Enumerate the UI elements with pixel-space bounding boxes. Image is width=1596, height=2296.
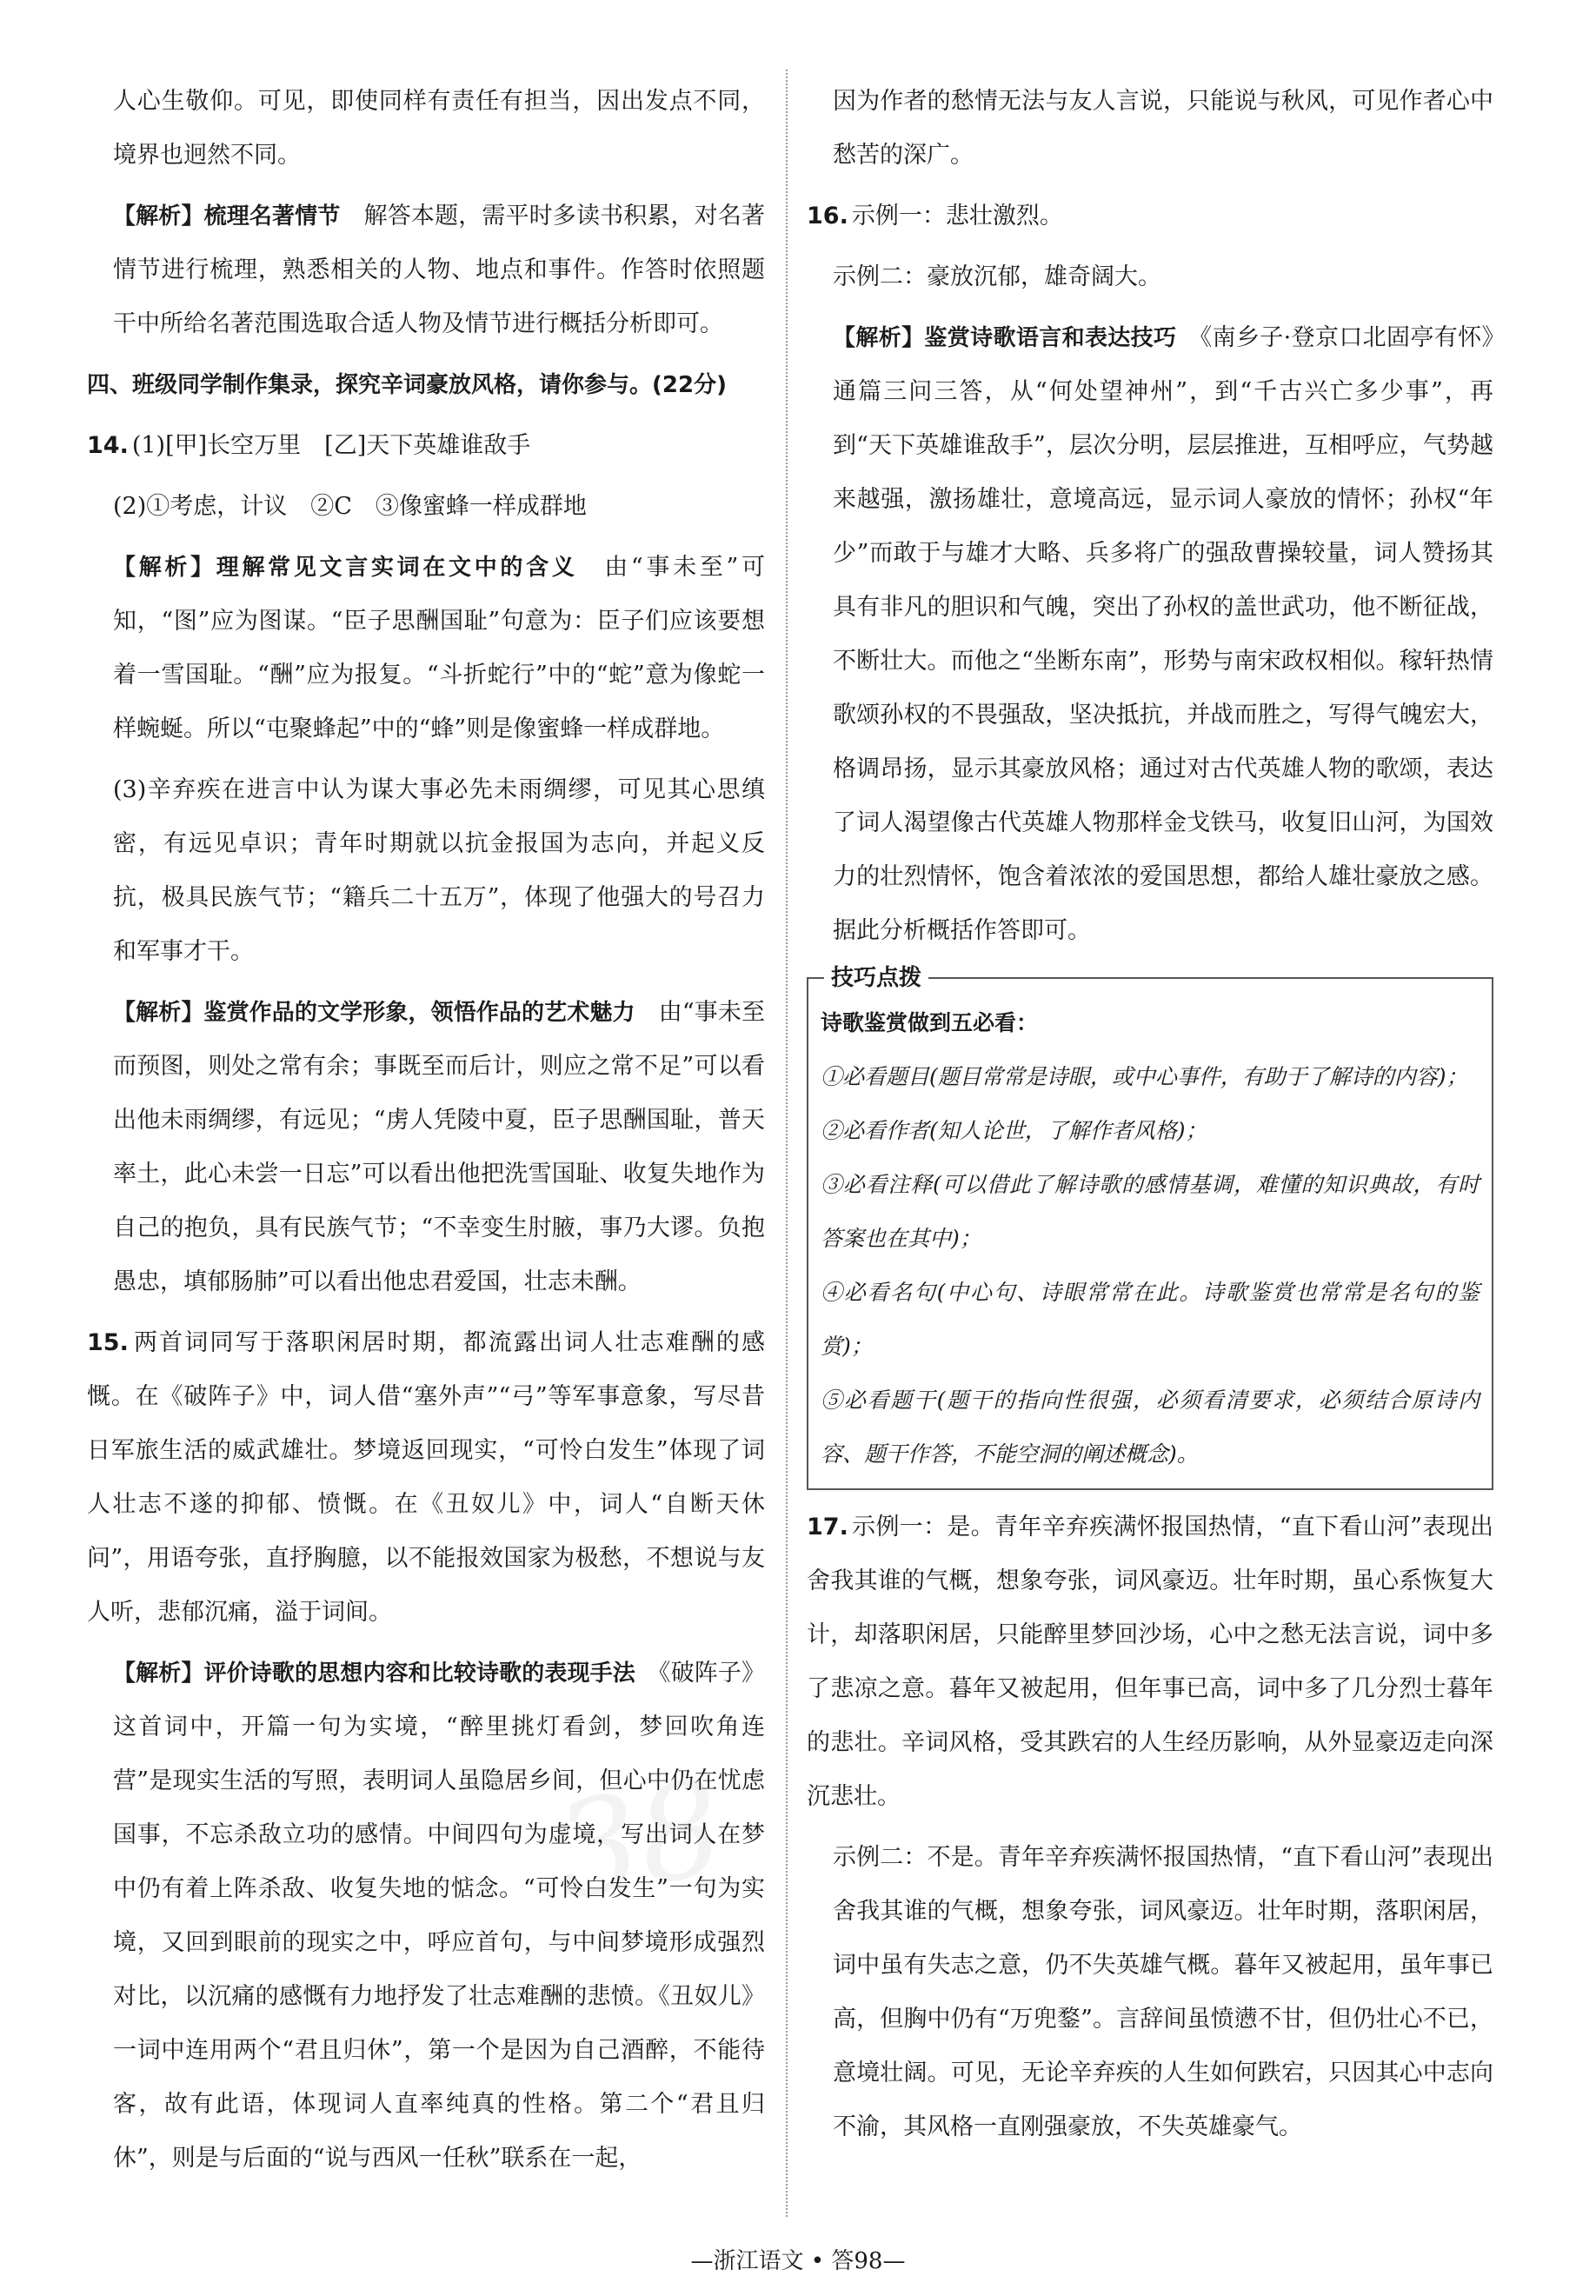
watermark-logo: 38 <box>544 1751 735 1930</box>
section-heading: 四、班级同学制作集录，探究辛词豪放风格，请你参与。(22分) <box>87 372 727 398</box>
analysis-label: 【解析】理解常见文言实词在文中的含义 <box>113 555 578 581</box>
analysis-block <box>807 311 1493 958</box>
tips-box <box>807 965 1493 1490</box>
answer-14-1: (1)[甲]长空万里 [乙]天下英雄谁敌手 <box>131 432 531 459</box>
analysis-block <box>87 190 765 351</box>
answer-14-2: (2)①考虑，计议 ②C ③像蜜蜂一样成群地 <box>113 493 587 520</box>
tip-item: ④必看名句(中心句、诗眼常常在此。诗歌鉴赏也常常是名句的鉴赏)； <box>821 1280 1480 1359</box>
tip-item: ③必看注释(可以借此了解诗歌的感情基调，难懂的知识典故，有时答案也在其中)； <box>821 1172 1480 1251</box>
tip-item: ①必看题目(题目常常是诗眼，或中心事件，有助于了解诗的内容)； <box>821 1064 1468 1089</box>
tips-heading: 诗歌鉴赏做到五必看： <box>821 1010 1039 1035</box>
analysis-text: 《破阵子》这首词中，开篇一句为实境，“醉里挑灯看剑，梦回吹角连营”是现实生活的写照，表明词人虽隐居乡间，但心中仍在忧虑国事，不忘杀敌立功的感情。中间四句为虚境，写出词人在梦中仍有着上阵杀敌、收复失地的惦念。“可怜白发生”一句为实境，又回到眼前的现实之中，呼应首句，与中间梦境形成强烈对比，以沉痛的感慨有力地抒发了壮志难酬的悲愤。《丑奴儿》一词中连用两个“君且归休”，第一个是因为自己酒醉，不能待客，故有此语，体现词人直率纯真的性格。第二个“君且归休”，则是与后面的“说与西风一任秋”联系在一起， <box>113 1660 765 2172</box>
question-15 <box>87 1316 765 1640</box>
tips-title: 技巧点拨 <box>824 962 928 995</box>
left-continuation-text: 人心生敬仰。可见，即使同样有责任有担当，因出发点不同，境界也迥然不同。 <box>113 88 765 169</box>
question-number: 15. <box>87 1329 129 1356</box>
answer-16-example-1: 示例一：悲壮激烈。 <box>851 203 1063 230</box>
answer-17-example-1: 示例一：是。青年辛弃疾满怀报国热情，“直下看山河”表现出舍我其谁的气概，想象夸张，词风豪迈。壮年时期，虽心系恢复大计，却落职闲居，只能醉里梦回沙场，心中之愁无法言说，词中多了悲凉之意。暮年又被起用，但年事已高，词中多了几分烈士暮年的悲壮。辛词风格，受其跌宕的人生经历影响，从外显豪迈走向深沉悲壮。 <box>807 1514 1493 1810</box>
answer-16-example-2: 示例二：豪放沉郁，雄奇阔大。 <box>833 263 1161 290</box>
analysis-text: 解答本题，需平时多读书积累，对名著情节进行梳理，熟悉相关的人物、地点和事件。作答时依照题干中所给名著范围选取合适人物及情节进行概括分析即可。 <box>113 203 765 337</box>
answer-14-3: (3)辛弃疾在进言中认为谋大事必先未雨绸缪，可见其心思缜密，有远见卓识；青年时期就以抗金报国为志向，并起义反抗，极具民族气节；“籍兵二十五万”，体现了他强大的号召力和军事才干。 <box>113 776 765 965</box>
left-column <box>87 75 765 2193</box>
analysis-label: 【解析】鉴赏作品的文学形象，领悟作品的艺术魅力 <box>113 1000 635 1026</box>
tip-item: ⑤必看题干(题干的指向性很强，必须看清要求，必须结合原诗内容、题干作答，不能空洞的阐述概念)。 <box>821 1388 1480 1467</box>
column-divider <box>786 70 788 2217</box>
question-14 <box>87 419 765 473</box>
right-continuation-text: 因为作者的愁情无法与友人言说，只能说与秋风，可见作者心中愁苦的深广。 <box>833 88 1493 169</box>
question-number: 17. <box>807 1514 848 1541</box>
analysis-label: 【解析】梳理名著情节 <box>113 203 341 230</box>
right-column <box>807 75 1493 2161</box>
analysis-label: 【解析】评价诗歌的思想内容和比较诗歌的表现手法 <box>113 1660 635 1687</box>
analysis-block <box>87 1647 765 2186</box>
tip-item: ②必看作者(知人论世，了解作者风格)； <box>821 1118 1207 1143</box>
question-16 <box>807 190 1493 243</box>
analysis-block <box>87 541 765 756</box>
question-number: 14. <box>87 432 129 459</box>
answer-15: 两首词同写于落职闲居时期，都流露出词人壮志难酬的感慨。在《破阵子》中，词人借“塞外声”“弓”等军事意象，写尽昔日军旅生活的威武雄壮。梦境返回现实，“可怜白发生”体现了词人壮志不遂的抑郁、愤慨。在《丑奴儿》中，词人“自断天休问”，用语夸张，直抒胸臆，以不能报效国家为极愁，不想说与友人听，悲郁沉痛，溢于词间。 <box>87 1329 765 1626</box>
question-number: 16. <box>807 203 848 230</box>
analysis-text: 《南乡子·登京口北固亭有怀》通篇三问三答，从“何处望神州”，到“千古兴亡多少事”，再到“天下英雄谁敌手”，层次分明，层层推进，互相呼应，气势越来越强，激扬雄壮，意境高远，显示词人豪放的情怀；孙权“年少”而敢于与雄才大略、兵多将广的强敌曹操较量，词人赞扬其具有非凡的胆识和气魄，突出了孙权的盖世武功，他不断征战，不断壮大。而他之“坐断东南”，形势与南宋政权相似。稼轩热情歌颂孙权的不畏强敌，坚决抵抗，并战而胜之，写得气魄宏大，格调昂扬，显示其豪放风格；通过对古代英雄人物的歌颂，表达了词人渴望像古代英雄人物那样金戈铁马，收复旧山河，为国效力的壮烈情怀，饱含着浓浓的爱国思想，都给人雄壮豪放之感。据此分析概括作答即可。 <box>833 324 1493 944</box>
analysis-text: 由“事未至而预图，则处之常有余；事既至而后计，则应之常不足”可以看出他未雨绸缪，有远见；“虏人凭陵中夏，臣子思酬国耻，普天率土，此心未尝一日忘”可以看出他把洗雪国耻、收复失地作为自己的抱负，具有民族气节；“不幸变生肘腋，事乃大谬。负抱愚忠，填郁肠肺”可以看出他忠君爱国，壮志未酬。 <box>113 999 765 1295</box>
page-footer: —浙江语文 • 答98— <box>690 2248 906 2274</box>
analysis-label: 【解析】鉴赏诗歌语言和表达技巧 <box>833 325 1177 351</box>
answer-17-example-2: 示例二：不是。青年辛弃疾满怀报国热情，“直下看山河”表现出舍我其谁的气概，想象夸张，词风豪迈。壮年时期，落职闲居，词中虽有失志之意，仍不失英雄气概。暮年又被起用，虽年事已高，但胸中仍有“万兜鍪”。言辞间虽愤懑不甘，但仍壮心不已，意境壮阔。可见，无论辛弃疾的人生如何跌宕，只因其心中志向不渝，其风格一直刚强豪放，不失英雄豪气。 <box>833 1844 1493 2140</box>
question-17 <box>807 1501 1493 1824</box>
analysis-text: 由“事未至”可知，“图”应为图谋。“臣子思酬国耻”句意为：臣子们应该要想着一雪国耻。“酬”应为报复。“斗折蛇行”中的“蛇”意为像蛇一样蜿蜒。所以“屯聚蜂起”中的“蜂”则是像蜜蜂一样成群地。 <box>113 554 765 742</box>
analysis-block <box>87 986 765 1309</box>
